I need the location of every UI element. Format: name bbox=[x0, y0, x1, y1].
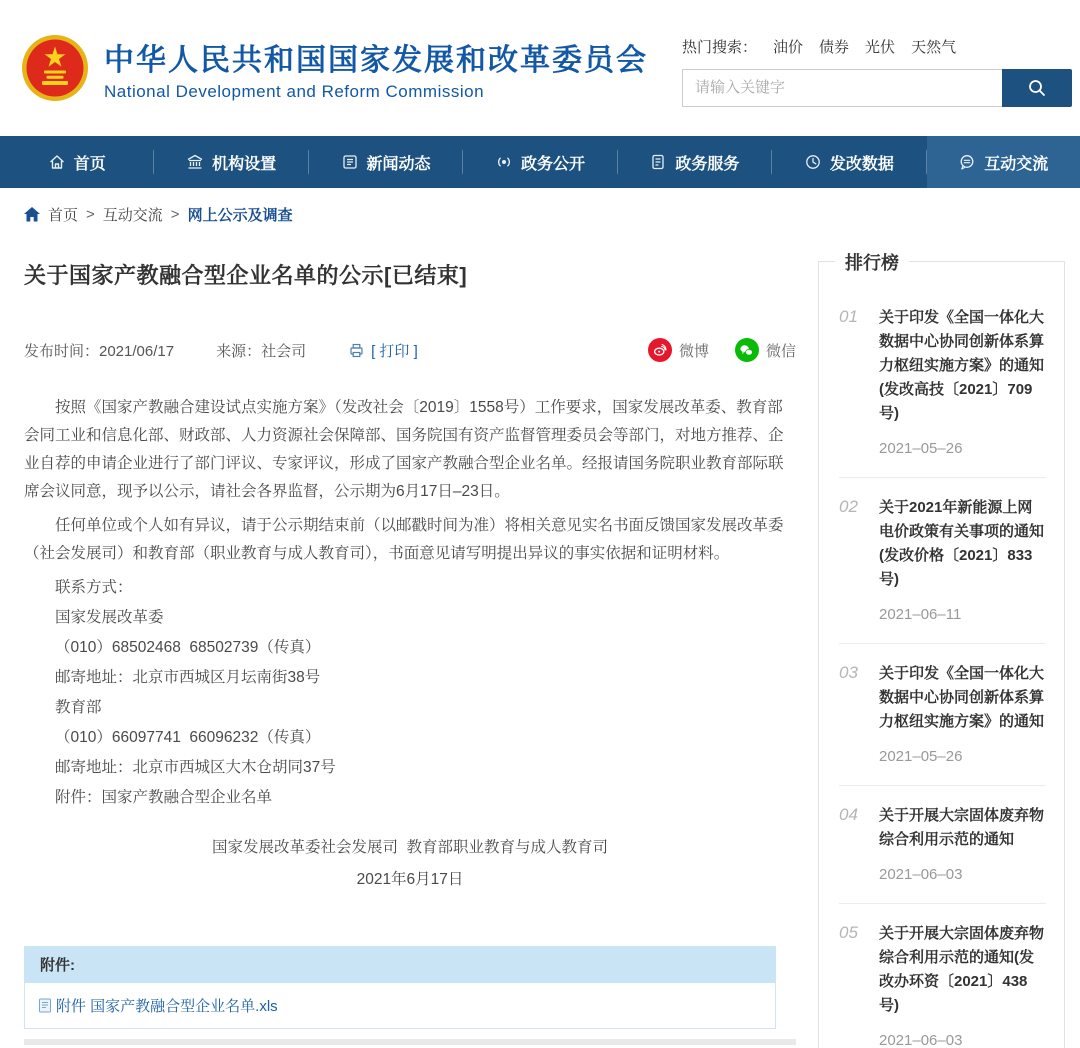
home-icon bbox=[48, 153, 66, 171]
rank-number: 04 bbox=[839, 805, 858, 824]
ranking-item-5[interactable] bbox=[839, 904, 1046, 1048]
search-button[interactable] bbox=[1002, 69, 1072, 107]
nav-item-gov-disclosure[interactable] bbox=[463, 136, 616, 188]
contact-line: 邮寄地址：北京市西城区月坛南街38号 bbox=[55, 669, 321, 686]
publish-date: 发布时间：2021/06/17 bbox=[24, 342, 175, 360]
ranking-title: 排行榜 bbox=[835, 249, 909, 275]
site-header bbox=[0, 0, 1080, 136]
contact-line: 附件：国家产教融合型企业名单 bbox=[55, 789, 273, 806]
nav-item-interaction[interactable] bbox=[927, 136, 1080, 188]
nav-item-label: 政务服务 bbox=[675, 155, 740, 173]
ranking-item-3[interactable] bbox=[839, 644, 1046, 786]
document-icon bbox=[649, 153, 667, 171]
share-weibo-label: 微博 bbox=[678, 342, 709, 360]
article-paragraph: 任何单位或个人如有异议，请于公示期结束前（以邮戳时间为准）将相关意见实名书面反馈国家发展改革委（社会发展司）和教育部（职业教育与成人教育司），书面意见请写明提出异议的事实依据和证明材料。 bbox=[24, 517, 784, 562]
file-icon bbox=[38, 998, 52, 1013]
ranking-item-title[interactable]: 关于开展大宗固体废弃物综合利用示范的通知 bbox=[879, 807, 1045, 848]
share-weibo-button[interactable] bbox=[648, 338, 709, 362]
breadcrumb-interaction[interactable]: 互动交流 bbox=[102, 207, 163, 224]
ranking-item-date: 2021–06–11 bbox=[879, 606, 962, 623]
hot-search-bar bbox=[682, 36, 1072, 57]
ranking-item-title[interactable]: 关于2021年新能源上网电价政策有关事项的通知(发改价格〔2021〕833号) bbox=[879, 499, 1045, 588]
weibo-icon bbox=[648, 338, 672, 362]
rank-number: 05 bbox=[839, 923, 858, 942]
nav-item-organization[interactable] bbox=[154, 136, 307, 188]
ranking-item-2[interactable] bbox=[839, 478, 1046, 644]
nav-item-news[interactable] bbox=[309, 136, 462, 188]
hot-search-term-oil[interactable]: 油价 bbox=[773, 38, 804, 56]
attachment-link[interactable] bbox=[38, 995, 278, 1016]
contact-line: 邮寄地址：北京市西城区大木仓胡同37号 bbox=[55, 759, 336, 776]
ranking-item-date: 2021–05–26 bbox=[879, 748, 963, 765]
clock-icon bbox=[804, 153, 822, 171]
nav-item-label: 新闻动态 bbox=[366, 155, 431, 173]
ranking-panel bbox=[818, 253, 1065, 1048]
contact-line: 联系方式： bbox=[55, 579, 133, 596]
page-bottom-divider bbox=[24, 1039, 796, 1045]
hot-search-term-bond[interactable]: 债券 bbox=[819, 38, 850, 56]
attachment-file-label: 附件 国家产教融合型企业名单.xls bbox=[56, 998, 278, 1015]
ranking-item-1[interactable] bbox=[839, 288, 1046, 478]
nav-item-label: 互动交流 bbox=[984, 155, 1049, 173]
attachment-header: 附件: bbox=[24, 946, 776, 983]
site-logo[interactable] bbox=[20, 33, 648, 103]
ranking-item-date: 2021–06–03 bbox=[879, 1032, 963, 1048]
ranking-item-title[interactable]: 关于印发《全国一体化大数据中心协同创新体系算力枢纽实施方案》的通知(发改高技〔2021〕709号) bbox=[879, 309, 1045, 422]
page-title: 关于国家产教融合型企业名单的公示[已结束] bbox=[24, 263, 468, 288]
institution-icon bbox=[186, 153, 204, 171]
home-icon bbox=[24, 207, 40, 222]
nav-item-gov-services[interactable] bbox=[618, 136, 771, 188]
breadcrumb-separator: > bbox=[170, 206, 180, 223]
nav-item-ndrc-data[interactable] bbox=[772, 136, 925, 188]
article-body bbox=[24, 394, 796, 894]
attachment-row bbox=[24, 983, 776, 1029]
breadcrumb bbox=[0, 188, 1080, 237]
nav-item-label: 首页 bbox=[73, 155, 106, 173]
ranking-item-4[interactable] bbox=[839, 786, 1046, 904]
site-title: 中华人民共和国国家发展和改革委员会 bbox=[104, 43, 648, 77]
contact-line: （010）68502468 68502739（传真） bbox=[55, 639, 321, 656]
nav-item-label: 发改数据 bbox=[829, 155, 894, 173]
signature: 国家发展改革委社会发展司 教育部职业教育与成人教育司 bbox=[211, 839, 609, 856]
chat-icon bbox=[958, 153, 976, 171]
breadcrumb-current[interactable]: 网上公示及调查 bbox=[187, 207, 293, 224]
site-subtitle: National Development and Reform Commission bbox=[104, 81, 485, 101]
ranking-item-title[interactable]: 关于开展大宗固体废弃物综合利用示范的通知(发改办环资〔2021〕438号) bbox=[879, 925, 1045, 1014]
search-icon bbox=[1027, 78, 1047, 98]
nav-item-label: 政务公开 bbox=[520, 155, 585, 173]
nav-item-home[interactable] bbox=[0, 136, 153, 188]
rank-number: 03 bbox=[839, 663, 858, 682]
breadcrumb-home[interactable]: 首页 bbox=[48, 207, 79, 224]
print-label: [ 打印 ] bbox=[371, 342, 418, 360]
ranking-item-date: 2021–06–03 bbox=[879, 866, 963, 883]
breadcrumb-separator: > bbox=[86, 206, 95, 223]
signature-date: 2021年6月17日 bbox=[356, 871, 464, 888]
ranking-item-date: 2021–05–26 bbox=[879, 440, 963, 457]
wechat-icon bbox=[735, 338, 759, 362]
hot-search-term-pv[interactable]: 光伏 bbox=[865, 38, 896, 56]
broadcast-icon bbox=[495, 153, 513, 171]
share-wechat-label: 微信 bbox=[765, 342, 796, 360]
article-meta bbox=[24, 338, 796, 362]
share-wechat-button[interactable] bbox=[735, 338, 796, 362]
rank-number: 02 bbox=[839, 497, 858, 516]
contact-line: 国家发展改革委 bbox=[55, 609, 164, 626]
article-source: 来源：社会司 bbox=[216, 342, 307, 360]
hot-search-term-gas[interactable]: 天然气 bbox=[911, 38, 957, 56]
print-button[interactable] bbox=[348, 340, 418, 361]
rank-number: 01 bbox=[839, 307, 858, 326]
article-paragraph: 按照《国家产教融合建设试点实施方案》（发改社会〔2019〕1558号）工作要求，国家发展改革委、教育部会同工业和信息化部、财政部、人力资源社会保障部、国务院国有资产监督管理委员会等部门，对地方推荐、企业自荐的申请企业进行了部门评议、专家评议，形成了国家产教融合型企业名单。经报请国务院职业教育部际联席会议同意，现予以公示，请社会各界监督，公示期为6月17日–23日。 bbox=[24, 399, 784, 500]
attachment-section bbox=[24, 946, 776, 1029]
national-emblem-icon bbox=[20, 33, 90, 103]
contact-line: 教育部 bbox=[55, 699, 102, 716]
main-nav bbox=[0, 136, 1080, 188]
hot-search-label: 热门搜索： bbox=[682, 38, 758, 56]
news-icon bbox=[341, 153, 359, 171]
ranking-item-title[interactable]: 关于印发《全国一体化大数据中心协同创新体系算力枢纽实施方案》的通知 bbox=[879, 665, 1045, 730]
search-input[interactable] bbox=[682, 69, 1002, 107]
nav-item-label: 机构设置 bbox=[212, 155, 277, 173]
printer-icon bbox=[348, 342, 365, 359]
contact-line: （010）66097741 66096232（传真） bbox=[55, 729, 321, 746]
article bbox=[24, 237, 796, 1048]
